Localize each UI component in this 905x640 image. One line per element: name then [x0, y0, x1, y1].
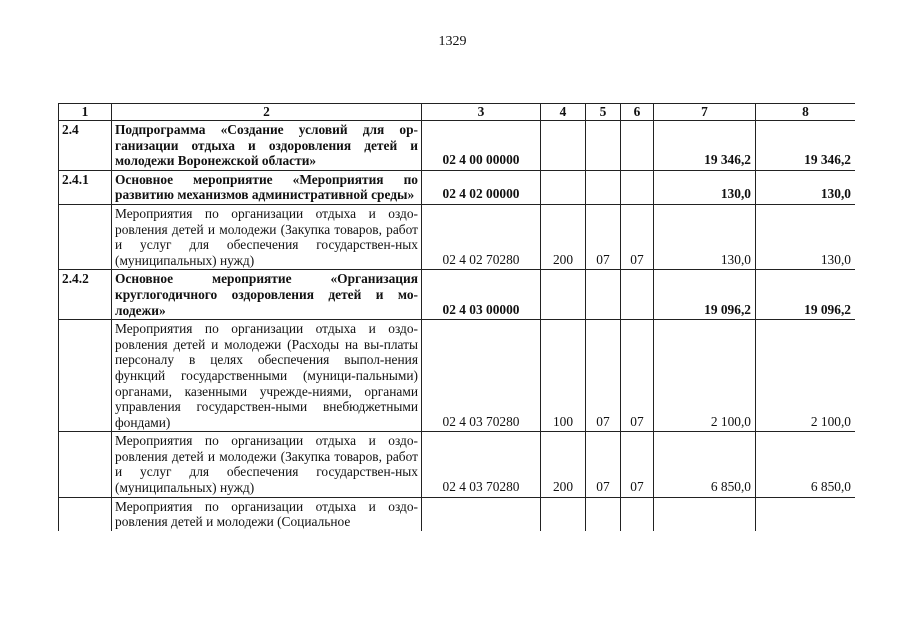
row-code [422, 497, 541, 531]
row-col-6: 07 [621, 432, 654, 497]
table-row [59, 204, 856, 269]
row-col-8: 130,0 [756, 170, 856, 204]
row-code: 02 4 00 00000 [422, 121, 541, 171]
row-col-5: 07 [586, 320, 621, 432]
header-col-5: 5 [586, 104, 621, 121]
row-name: Мероприятия по организации отдыха и оздо-ровления детей и молодежи (Закупка товаров, работ и услуг для обеспечения государствен-ных (муниципальных) нужд) [112, 432, 422, 497]
row-col-5 [586, 121, 621, 171]
row-code: 02 4 02 70280 [422, 204, 541, 269]
row-col-4 [541, 497, 586, 531]
row-col-8: 130,0 [756, 204, 856, 269]
row-col-4 [541, 170, 586, 204]
row-number: 2.4.1 [59, 170, 112, 204]
row-col-6 [621, 497, 654, 531]
row-col-8: 2 100,0 [756, 320, 856, 432]
table-row [59, 320, 856, 432]
table-row [59, 432, 856, 497]
row-col-5 [586, 170, 621, 204]
header-col-8: 8 [756, 104, 856, 121]
row-col-4: 100 [541, 320, 586, 432]
row-number [59, 497, 112, 531]
row-col-6: 07 [621, 320, 654, 432]
row-col-7: 130,0 [654, 170, 756, 204]
row-col-7: 130,0 [654, 204, 756, 269]
row-col-4 [541, 270, 586, 320]
row-col-6 [621, 170, 654, 204]
row-col-5 [586, 497, 621, 531]
page-number: 1329 [438, 34, 467, 49]
row-col-5: 07 [586, 432, 621, 497]
row-col-7 [654, 497, 756, 531]
row-number: 2.4 [59, 121, 112, 171]
row-col-7: 19 346,2 [654, 121, 756, 171]
row-col-8: 19 096,2 [756, 270, 856, 320]
row-col-4 [541, 121, 586, 171]
row-code: 02 4 03 70280 [422, 432, 541, 497]
header-col-1: 1 [59, 104, 112, 121]
row-number: 2.4.2 [59, 270, 112, 320]
table-header [59, 104, 856, 121]
row-col-8: 6 850,0 [756, 432, 856, 497]
row-name: Основное мероприятие «Организация круглогодичного оздоровления детей и мо-лодежи» [112, 270, 422, 320]
row-name: Мероприятия по организации отдыха и оздо-ровления детей и молодежи (Социальное [112, 497, 422, 531]
row-col-7: 2 100,0 [654, 320, 756, 432]
row-number [59, 204, 112, 269]
table-body [59, 121, 856, 531]
table-row [59, 121, 856, 171]
row-col-5 [586, 270, 621, 320]
row-col-7: 19 096,2 [654, 270, 756, 320]
row-col-8: 19 346,2 [756, 121, 856, 171]
row-col-5: 07 [586, 204, 621, 269]
row-col-6 [621, 121, 654, 171]
table-row [59, 170, 856, 204]
row-col-7: 6 850,0 [654, 432, 756, 497]
row-name: Мероприятия по организации отдыха и оздо-ровления детей и молодежи (Расходы на вы-платы персоналу в целях обеспечения выпол-нения функций государственными (муници-пальными) органами, казенными учрежде-ниями, органами управления государствен-ными внебюджетными фондами) [112, 320, 422, 432]
row-name: Подпрограмма «Создание условий для ор-ганизации отдыха и оздоровления детей и молодежи Воронежской области» [112, 121, 422, 171]
header-col-7: 7 [654, 104, 756, 121]
row-name: Мероприятия по организации отдыха и оздо-ровления детей и молодежи (Закупка товаров, работ и услуг для обеспечения государствен-ных (муниципальных) нужд) [112, 204, 422, 269]
budget-table [58, 103, 855, 531]
row-code: 02 4 03 70280 [422, 320, 541, 432]
budget-table-container [58, 103, 855, 573]
header-col-4: 4 [541, 104, 586, 121]
header-col-2: 2 [112, 104, 422, 121]
row-number [59, 320, 112, 432]
table-row [59, 270, 856, 320]
row-col-4: 200 [541, 204, 586, 269]
row-name: Основное мероприятие «Мероприятия по развитию механизмов административной среды» [112, 170, 422, 204]
row-col-6 [621, 270, 654, 320]
row-number [59, 432, 112, 497]
row-col-6: 07 [621, 204, 654, 269]
row-code: 02 4 03 00000 [422, 270, 541, 320]
row-col-4: 200 [541, 432, 586, 497]
row-col-8 [756, 497, 856, 531]
table-row [59, 497, 856, 531]
header-row [59, 104, 856, 121]
header-col-6: 6 [621, 104, 654, 121]
row-code: 02 4 02 00000 [422, 170, 541, 204]
header-col-3: 3 [422, 104, 541, 121]
